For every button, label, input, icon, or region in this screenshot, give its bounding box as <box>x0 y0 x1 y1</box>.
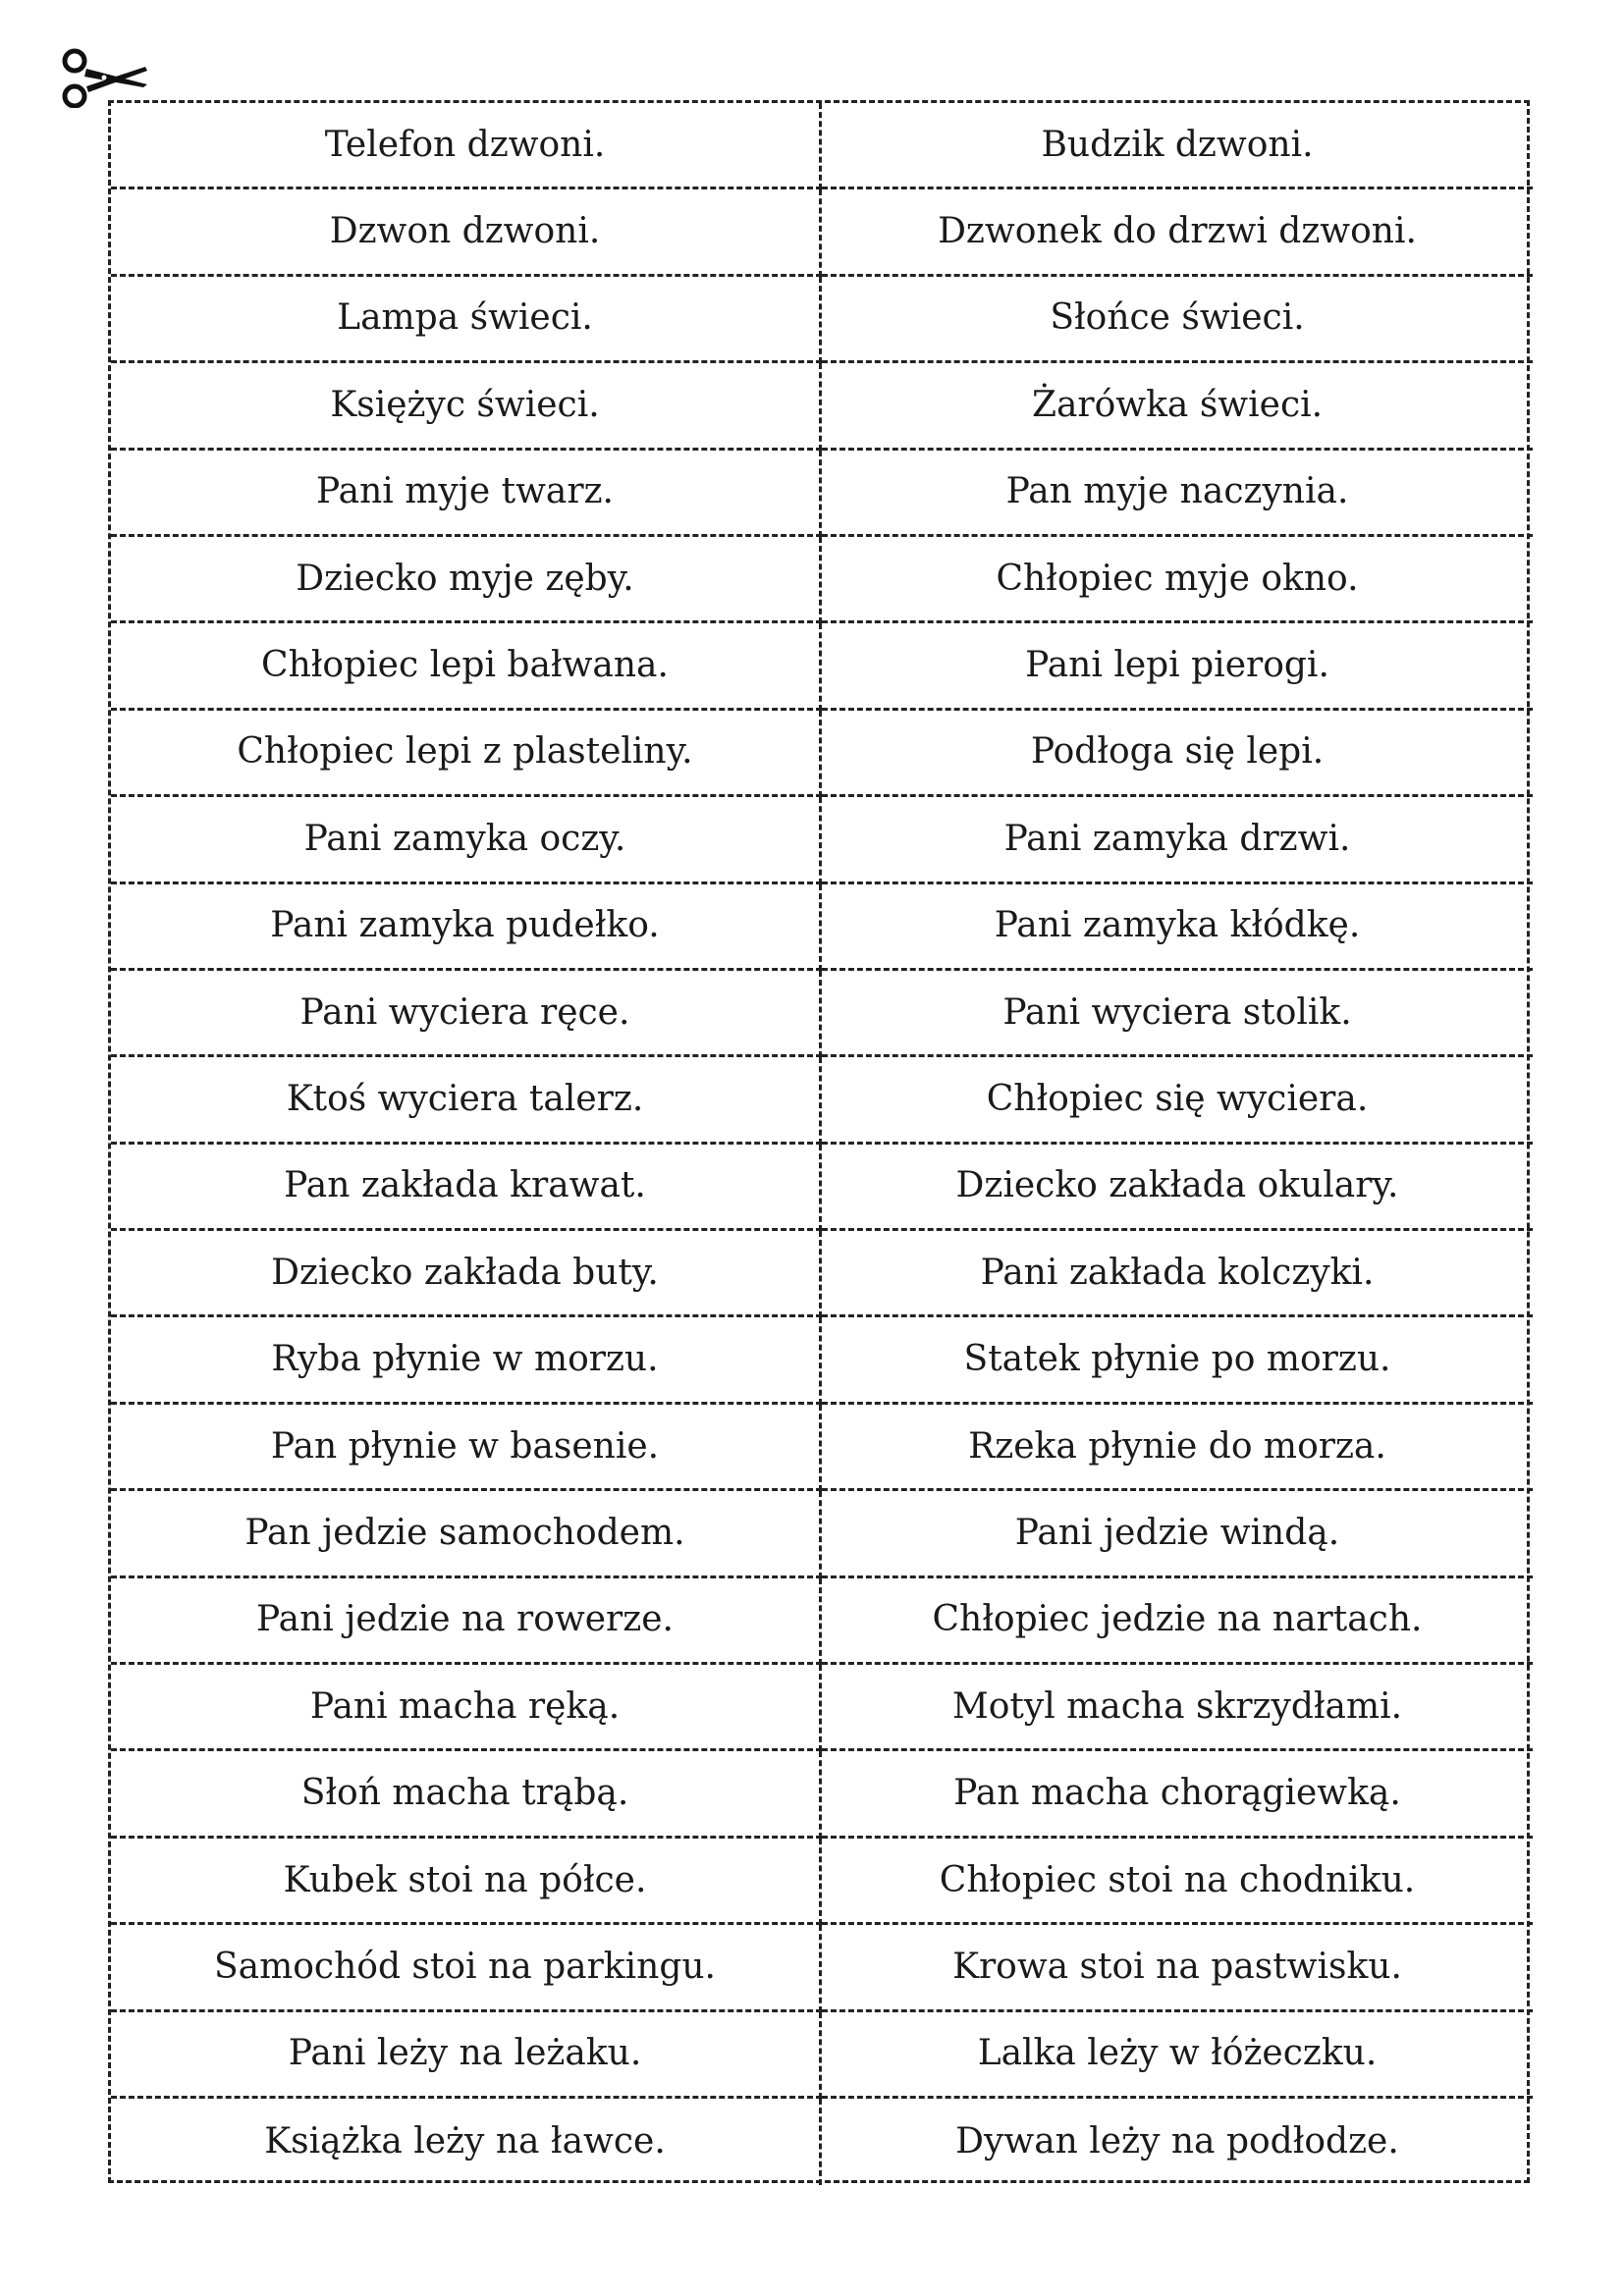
sentence-card <box>822 537 1533 623</box>
cut-out-card-sheet <box>108 100 1530 2183</box>
sentence-card-text: Pan macha chorągiewką. <box>953 1773 1401 1814</box>
sentence-card <box>111 623 822 710</box>
sentence-card <box>822 1578 1533 1665</box>
sentence-card <box>822 1491 1533 1577</box>
sentence-card-text: Ryba płynie w morzu. <box>271 1339 659 1380</box>
sentence-card-text: Pani lepi pierogi. <box>1025 645 1329 686</box>
sentence-card <box>822 797 1533 883</box>
sentence-card <box>111 1145 822 1231</box>
sentence-card <box>111 1317 822 1404</box>
sentence-card <box>111 537 822 623</box>
sentence-card-text: Motyl macha skrzydłami. <box>951 1685 1403 1727</box>
sentence-card <box>111 1751 822 1838</box>
sentence-card-text: Pan myje naczynia. <box>1005 471 1349 512</box>
sentence-card <box>111 884 822 971</box>
sentence-card <box>111 2012 822 2099</box>
sentence-card <box>822 103 1533 189</box>
sentence-card <box>822 1751 1533 1838</box>
sentence-card <box>111 1491 822 1577</box>
sentence-card-text: Pan zakłada krawat. <box>284 1165 646 1206</box>
sentence-card-text: Pani macha ręką. <box>309 1685 621 1727</box>
sentence-card <box>822 1145 1533 1231</box>
sentence-card-text: Pan jedzie samochodem. <box>244 1512 685 1553</box>
sentence-card <box>822 2099 1533 2185</box>
sentence-card-text: Pani leży na leżaku. <box>288 2033 642 2074</box>
sentence-card-text: Statek płynie po morzu. <box>963 1339 1391 1380</box>
sentence-card <box>822 363 1533 450</box>
sentence-card <box>822 1925 1533 2011</box>
sentence-card <box>111 277 822 363</box>
sentence-card-text: Chłopiec jedzie na nartach. <box>932 1599 1423 1640</box>
sentence-card <box>822 1665 1533 1751</box>
sentence-card <box>822 277 1533 363</box>
sentence-card-text: Pan płynie w basenie. <box>270 1425 660 1467</box>
sentence-card <box>111 1057 822 1144</box>
sentence-card <box>111 189 822 276</box>
sentence-card <box>111 1231 822 1317</box>
sentence-card-text: Pani zamyka oczy. <box>303 818 626 859</box>
sentence-card-text: Dziecko zakłada buty. <box>271 1252 659 1293</box>
sentence-card-text: Pani zakłada kolczyki. <box>980 1252 1375 1293</box>
sentence-card <box>111 1405 822 1491</box>
sentence-card-text: Krowa stoi na pastwisku. <box>952 1946 1402 1987</box>
sentence-card-text: Książka leży na ławce. <box>264 2121 666 2163</box>
sentence-card <box>822 189 1533 276</box>
sentence-card-text: Słoń macha trąbą. <box>300 1773 629 1814</box>
sentence-card <box>822 1057 1533 1144</box>
sentence-card-text: Chłopiec stoi na chodniku. <box>939 1859 1416 1900</box>
sentence-card <box>111 103 822 189</box>
sentence-card <box>111 1839 822 1925</box>
scissors-icon <box>57 47 151 108</box>
sentence-card <box>822 1839 1533 1925</box>
sentence-card-text: Pani zamyka pudełko. <box>270 905 660 946</box>
sentence-card <box>822 971 1533 1057</box>
sentence-card-text: Dywan leży na podłodze. <box>955 2121 1399 2163</box>
sentence-card <box>822 711 1533 797</box>
sentence-card-text: Żarówka świeci. <box>1031 384 1324 425</box>
sentence-card <box>822 1231 1533 1317</box>
sentence-card-text: Budzik dzwoni. <box>1041 124 1314 165</box>
sentence-card <box>822 623 1533 710</box>
sentence-card <box>111 451 822 537</box>
sentence-card-text: Chłopiec lepi z plasteliny. <box>237 731 693 773</box>
sentence-card-text: Dziecko myje zęby. <box>296 558 634 599</box>
sentence-card <box>111 797 822 883</box>
sentence-card-text: Księżyc świeci. <box>330 384 600 425</box>
sentence-card-text: Pani zamyka kłódkę. <box>994 905 1361 946</box>
sentence-card <box>822 1405 1533 1491</box>
sentence-card <box>822 1317 1533 1404</box>
sentence-card <box>111 363 822 450</box>
sentence-card <box>111 971 822 1057</box>
sentence-card-text: Pani wyciera ręce. <box>299 991 630 1033</box>
sentence-card-text: Dzwon dzwoni. <box>329 211 601 252</box>
sentence-card-text: Telefon dzwoni. <box>324 124 606 165</box>
sentence-card-text: Ktoś wyciera talerz. <box>286 1078 644 1119</box>
sentence-card-text: Słońce świeci. <box>1050 297 1305 339</box>
sentence-card <box>111 1925 822 2011</box>
sentence-card <box>822 2012 1533 2099</box>
sentence-card <box>822 884 1533 971</box>
sentence-card-text: Dzwonek do drzwi dzwoni. <box>938 211 1417 252</box>
sentence-card-text: Rzeka płynie do morza. <box>968 1425 1386 1467</box>
sentence-card-text: Dziecko zakłada okulary. <box>955 1165 1399 1206</box>
sentence-card-text: Samochód stoi na parkingu. <box>213 1946 716 1987</box>
sentence-card <box>822 451 1533 537</box>
sentence-card-text: Pani jedzie windą. <box>1014 1512 1340 1553</box>
sentence-card-text: Lalka leży w łóżeczku. <box>977 2033 1378 2074</box>
sentence-card-text: Pani myje twarz. <box>316 471 614 512</box>
sentence-card-text: Pani zamyka drzwi. <box>1003 818 1351 859</box>
sentence-card-text: Podłoga się lepi. <box>1030 731 1325 773</box>
sentence-card-text: Chłopiec lepi bałwana. <box>261 645 669 686</box>
sentence-card <box>111 2099 822 2185</box>
sentence-card <box>111 1578 822 1665</box>
sentence-card <box>111 711 822 797</box>
sentence-card-text: Chłopiec się wyciera. <box>986 1078 1369 1119</box>
sentence-card-text: Kubek stoi na półce. <box>283 1859 647 1900</box>
sentence-card-text: Pani wyciera stolik. <box>1002 991 1352 1033</box>
sentence-card-text: Lampa świeci. <box>337 297 593 339</box>
sentence-card <box>111 1665 822 1751</box>
sentence-card-text: Pani jedzie na rowerze. <box>256 1599 674 1640</box>
sentence-card-text: Chłopiec myje okno. <box>996 558 1359 599</box>
